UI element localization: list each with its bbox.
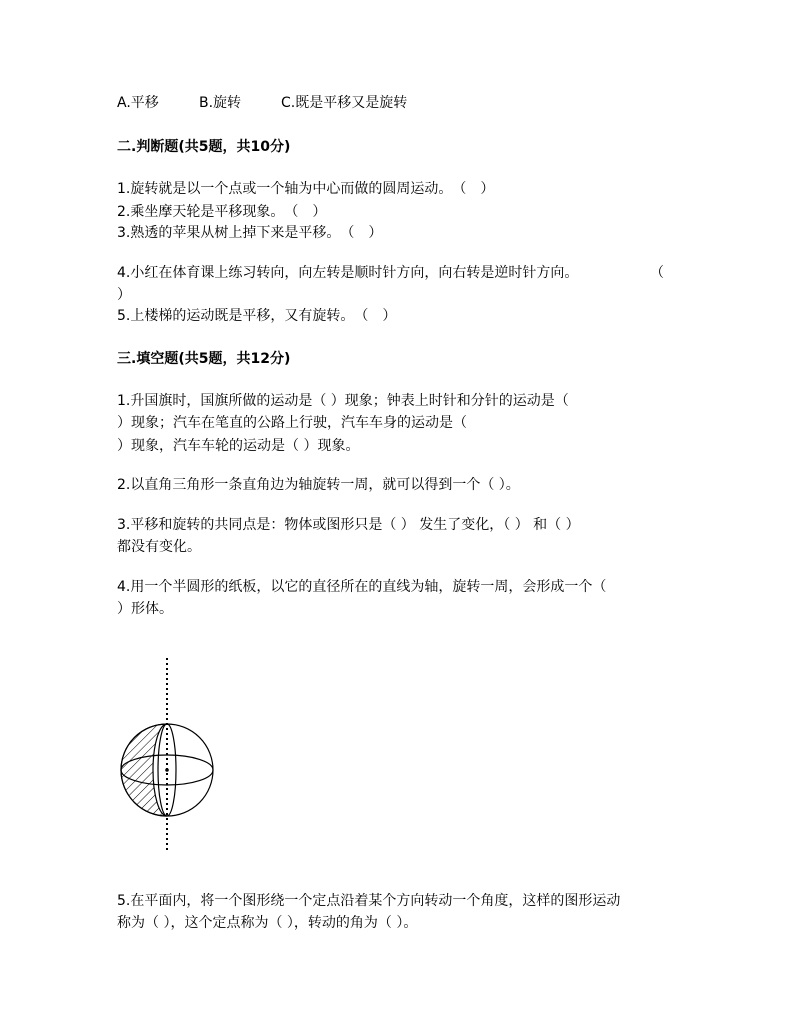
judge-question-3: 3.熟透的苹果从树上掉下来是平移。 （ ）: [117, 225, 383, 241]
judge-question-4-line2: ）: [117, 287, 131, 303]
option-a: A.平移: [117, 95, 159, 111]
fill-question-3-line2: 都没有变化。: [117, 539, 201, 555]
fill-question-1-line3: ）现象，汽车车轮的运动是（ ）现象。: [117, 438, 360, 454]
fill-question-3-line1: 3.平移和旋转的共同点是：物体或图形只是（ ） 发生了变化，（ ） 和（ ）: [117, 517, 580, 533]
fill-question-4-line2: ）形体。: [117, 601, 173, 617]
fill-question-5-line1: 5.在平面内，将一个图形绕一个定点沿着某个方向转动一个角度，这样的图形运动: [117, 893, 621, 909]
judge-question-5: 5.上楼梯的运动既是平移，又有旋转。 （ ）: [117, 308, 397, 324]
fill-question-1-line1: 1.升国旗时，国旗所做的运动是（ ）现象；钟表上时针和分针的运动是（: [117, 393, 569, 409]
sphere-rotation-figure: [108, 655, 228, 855]
fill-question-4-line1: 4.用一个半圆形的纸板，以它的直径所在的直线为轴，旋转一周，会形成一个（: [117, 579, 607, 595]
judge-question-4-line1: 4.小红在体育课上练习转向，向左转是顺时针方向，向右转是逆时针方向。: [117, 265, 579, 281]
fill-question-2: 2.以直角三角形一条直角边为轴旋转一周，就可以得到一个（ ）。: [117, 477, 520, 493]
judge-question-4-paren: （: [650, 265, 664, 281]
center-point: [165, 768, 169, 772]
fill-question-1-line2: ）现象；汽车在笔直的公路上行驶，汽车车身的运动是（: [117, 415, 467, 431]
judge-question-2: 2.乘坐摩天轮是平移现象。 （ ）: [117, 204, 327, 220]
option-b: B.旋转: [199, 95, 242, 111]
judge-question-1: 1.旋转就是以一个点或一个轴为中心而做的圆周运动。 （ ）: [117, 181, 495, 197]
option-c: C.既是平移又是旋转: [281, 95, 408, 111]
fill-question-5-line2: 称为（ ），这个定点称为（ ），转动的角为（ ）。: [117, 915, 418, 931]
section3-heading: 三.填空题(共5题，共12分): [117, 351, 291, 367]
section2-heading: 二.判断题(共5题，共10分): [117, 139, 291, 155]
